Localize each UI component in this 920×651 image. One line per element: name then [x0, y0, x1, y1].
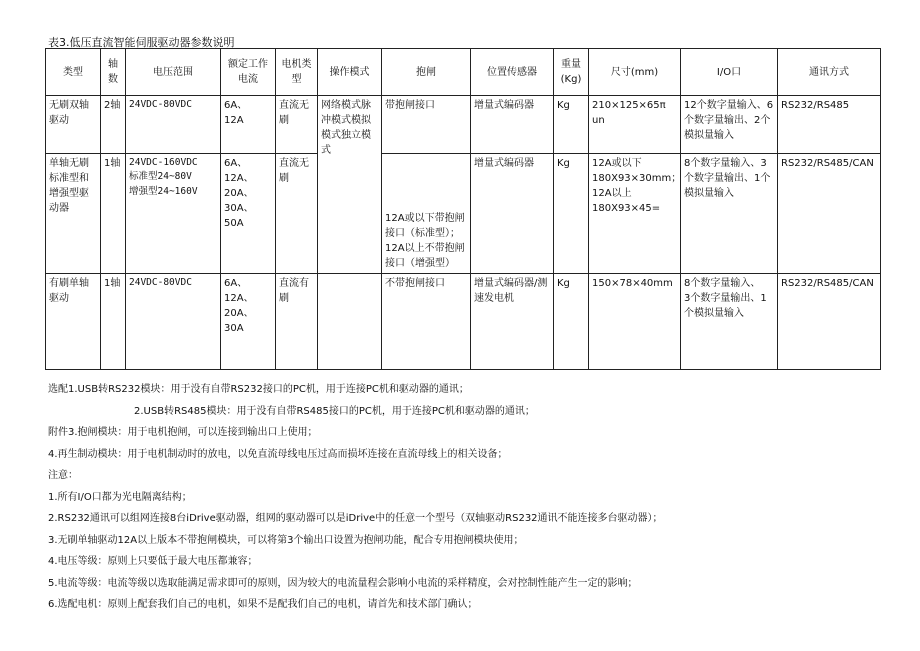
- note-line: 2.USB转RS485模块：用于没有自带RS485接口的PC机，用于连接PC机和驱动器的通讯；: [134, 405, 535, 417]
- cell-axes: 2轴: [101, 96, 126, 154]
- header-cell: 尺寸(mm): [589, 49, 681, 96]
- cell-io: 8个数字量输入、3个数字量输出、1个模拟量输入: [681, 154, 778, 274]
- cell-comm: RS232/RS485/CAN: [778, 154, 881, 274]
- current-line: 30A: [224, 323, 244, 334]
- note-line: 5.电流等级：电流等级以选取能满足需求即可的原则，因为较大的电流量程会影响小电流的采样精度，会对控制性能产生一定的影响；: [48, 577, 638, 589]
- cell-io: 12个数字量输入、6个数字量输出、2个模拟量输入: [681, 96, 778, 154]
- current-line: 6A、: [224, 278, 248, 289]
- current-line: 50A: [224, 218, 244, 229]
- cell-size: 150×78×40mm: [589, 274, 681, 370]
- cell-axes: 1轴: [101, 274, 126, 370]
- note-line: 2.RS232通讯可以组网连接8台iDrive驱动器，组网的驱动器可以是iDrive中的任意一个型号（双轴驱动RS232通讯不能连接多台驱动器）；: [48, 513, 663, 524]
- cell-size: [589, 154, 681, 274]
- cell-type: 无刷双轴驱动: [46, 96, 101, 154]
- table-title: 表3.低压直流智能伺服驱动器参数说明: [48, 36, 235, 49]
- cell-type: 有刷单轴驱动: [46, 274, 101, 370]
- notes-section: [48, 379, 908, 616]
- header-cell: I/O口: [681, 49, 778, 96]
- cell-comm: RS232/RS485/CAN: [778, 274, 881, 370]
- cell-voltage: [126, 154, 221, 274]
- cell-brake: 带抱闸接口: [382, 96, 471, 154]
- header-cell: 重量(Kg): [554, 49, 589, 96]
- current-line: 20A、: [224, 308, 254, 319]
- cell-weight: Kg: [554, 154, 589, 274]
- cell-io: [681, 274, 778, 370]
- table-row: [46, 274, 881, 370]
- cell-current: [221, 154, 276, 274]
- note-line: 选配1.USB转RS232模块：用于没有自带RS232接口的PC机，用于连接PC机和驱动器的通讯；: [48, 384, 469, 395]
- header-cell: 额定工作电流: [221, 49, 276, 96]
- cell-mode: [318, 274, 382, 370]
- cell-brake: 不带抱闸接口: [382, 274, 471, 370]
- cell-motor: 直流有刷: [276, 274, 318, 370]
- size-line: 12A或以下180X93×30mm；: [592, 158, 682, 184]
- current-line: 30A、: [224, 203, 254, 214]
- note-line: 1.所有I/O口都为光电隔离结构；: [48, 491, 192, 503]
- cell-mode: 网络模式脉冲模式模拟模式独立模式: [318, 96, 382, 274]
- current-line: 6A、: [224, 158, 248, 169]
- current-line: 6A、: [224, 100, 248, 111]
- current-line: 20A、: [224, 188, 254, 199]
- cell-current: [221, 96, 276, 154]
- note-line: 6.选配电机：原则上配套我们自己的电机，如果不是配我们自己的电机，请首先和技术部门确认；: [48, 599, 478, 610]
- header-cell: 通讯方式: [778, 49, 881, 96]
- table-row: [46, 154, 881, 274]
- cell-sensor: 增量式编码器/测速发电机: [471, 274, 554, 370]
- cell-comm: RS232/RS485: [778, 96, 881, 154]
- note-line: 4.电压等级：原则上只要低于最大电压都兼容；: [48, 556, 258, 567]
- io-line: 8个数字量输入、: [684, 278, 761, 289]
- note-line: 3.无刷单轴驱动12A以上版本不带抱闸模块，可以将第3个输出口设置为抱闸功能，配合专用抱闸模块使用；: [48, 534, 524, 546]
- note-line: 注意：: [48, 470, 78, 481]
- header-cell: 电压范围: [126, 49, 221, 96]
- header-cell: 类型: [46, 49, 101, 96]
- voltage-line: 增强型24~160V: [129, 185, 198, 197]
- cell-motor: 直流无刷: [276, 96, 318, 154]
- header-row: [46, 49, 881, 96]
- voltage-line: 24VDC-160VDC: [129, 157, 198, 168]
- header-cell: 抱闸: [382, 49, 471, 96]
- note-line: 附件3.抱闸模块：用于电机抱闸，可以连接到输出口上使用；: [48, 427, 318, 438]
- cell-brake: 12A或以下带抱闸接口（标准型）；12A以上不带抱闸接口（增强型）: [382, 154, 471, 274]
- cell-weight: Kg: [554, 96, 589, 154]
- cell-axes: 1轴: [101, 154, 126, 274]
- cell-size: 210×125×65π un: [589, 96, 681, 154]
- cell-type: 单轴无刷标准型和增强型驱动器: [46, 154, 101, 274]
- cell-weight: Kg: [554, 274, 589, 370]
- io-line: 3个数字量输出、1: [684, 293, 767, 304]
- spec-table: [45, 48, 881, 370]
- io-line: 个模拟量输入: [684, 308, 744, 319]
- current-line: 12A、: [224, 173, 254, 184]
- cell-voltage: 24VDC-80VDC: [126, 274, 221, 370]
- cell-sensor: 增量式编码器: [471, 154, 554, 274]
- header-cell: 轴数: [101, 49, 126, 96]
- header-cell: 电机类型: [276, 49, 318, 96]
- note-line: 4.再生制动模块：用于电机制动时的放电，以免直流母线电压过高而损坏连接在直流母线上的相关设备；: [48, 448, 508, 460]
- size-line: 12A以上180X93×45=: [592, 188, 661, 214]
- table-row: [46, 96, 881, 154]
- header-cell: 操作模式: [318, 49, 382, 96]
- cell-motor: 直流无刷: [276, 154, 318, 274]
- current-line: 12A: [224, 115, 244, 126]
- current-line: 12A、: [224, 293, 254, 304]
- voltage-line: 标准型24~80V: [129, 171, 192, 183]
- cell-sensor: 增量式编码器: [471, 96, 554, 154]
- cell-current: [221, 274, 276, 370]
- cell-voltage: 24VDC-80VDC: [126, 96, 221, 154]
- header-cell: 位置传感器: [471, 49, 554, 96]
